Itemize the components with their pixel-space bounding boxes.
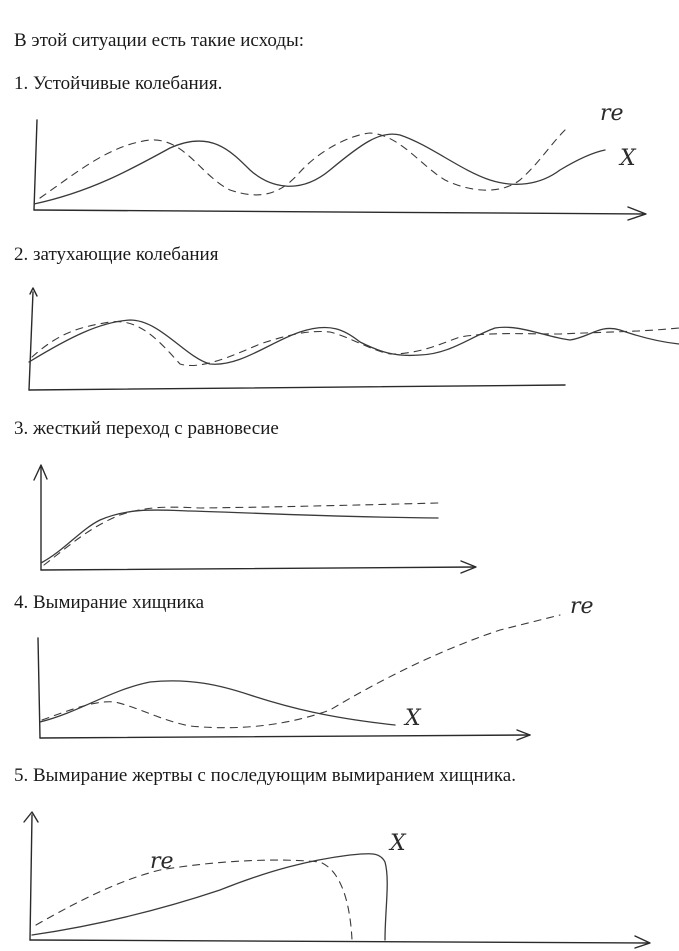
sketch-predator-extinction bbox=[0, 594, 679, 750]
y-axis bbox=[38, 638, 40, 738]
sketch-stable-oscillations bbox=[0, 100, 679, 230]
predator-label: X bbox=[620, 146, 636, 171]
x-axis bbox=[29, 385, 565, 390]
y-axis bbox=[29, 292, 33, 390]
outcome-2-label: 2. затухающие колебания bbox=[14, 244, 219, 265]
sketch-equilibrium bbox=[0, 455, 679, 580]
x-axis bbox=[34, 210, 645, 214]
y-axis bbox=[34, 120, 37, 210]
outcome-5-label: 5. Вымирание жертвы с последующим вымиранием хищника. bbox=[14, 765, 516, 786]
prey-label: re bbox=[570, 594, 594, 619]
predator-label: X bbox=[390, 831, 406, 856]
x-axis bbox=[41, 567, 475, 570]
predator-label: X bbox=[405, 706, 421, 731]
sketch-damped-oscillations bbox=[0, 282, 679, 402]
prey-curve bbox=[40, 130, 565, 198]
prey-label: re bbox=[150, 849, 174, 874]
x-axis bbox=[30, 940, 648, 943]
predator-curve bbox=[29, 320, 679, 364]
outcome-4-label: 4. Вымирание хищника bbox=[14, 592, 205, 613]
intro-text: В этой ситуации есть такие исходы: bbox=[14, 30, 305, 51]
prey-label: re bbox=[600, 101, 624, 126]
prey-curve bbox=[36, 860, 352, 940]
prey-curve bbox=[32, 322, 679, 366]
predator-curve bbox=[32, 854, 387, 940]
y-axis-arrow bbox=[24, 812, 38, 822]
x-axis bbox=[40, 735, 530, 738]
outcome-1-label: 1. Устойчивые колебания. bbox=[14, 73, 223, 94]
y-axis bbox=[30, 815, 32, 940]
prey-curve bbox=[42, 615, 560, 728]
predator-curve bbox=[34, 134, 605, 204]
x-axis-arrow bbox=[635, 936, 650, 948]
outcome-3-label: 3. жесткий переход с равновесие bbox=[14, 418, 279, 439]
sketch-prey-then-predator-extinction bbox=[0, 800, 679, 950]
predator-curve bbox=[40, 681, 395, 725]
predator-curve bbox=[41, 510, 438, 563]
